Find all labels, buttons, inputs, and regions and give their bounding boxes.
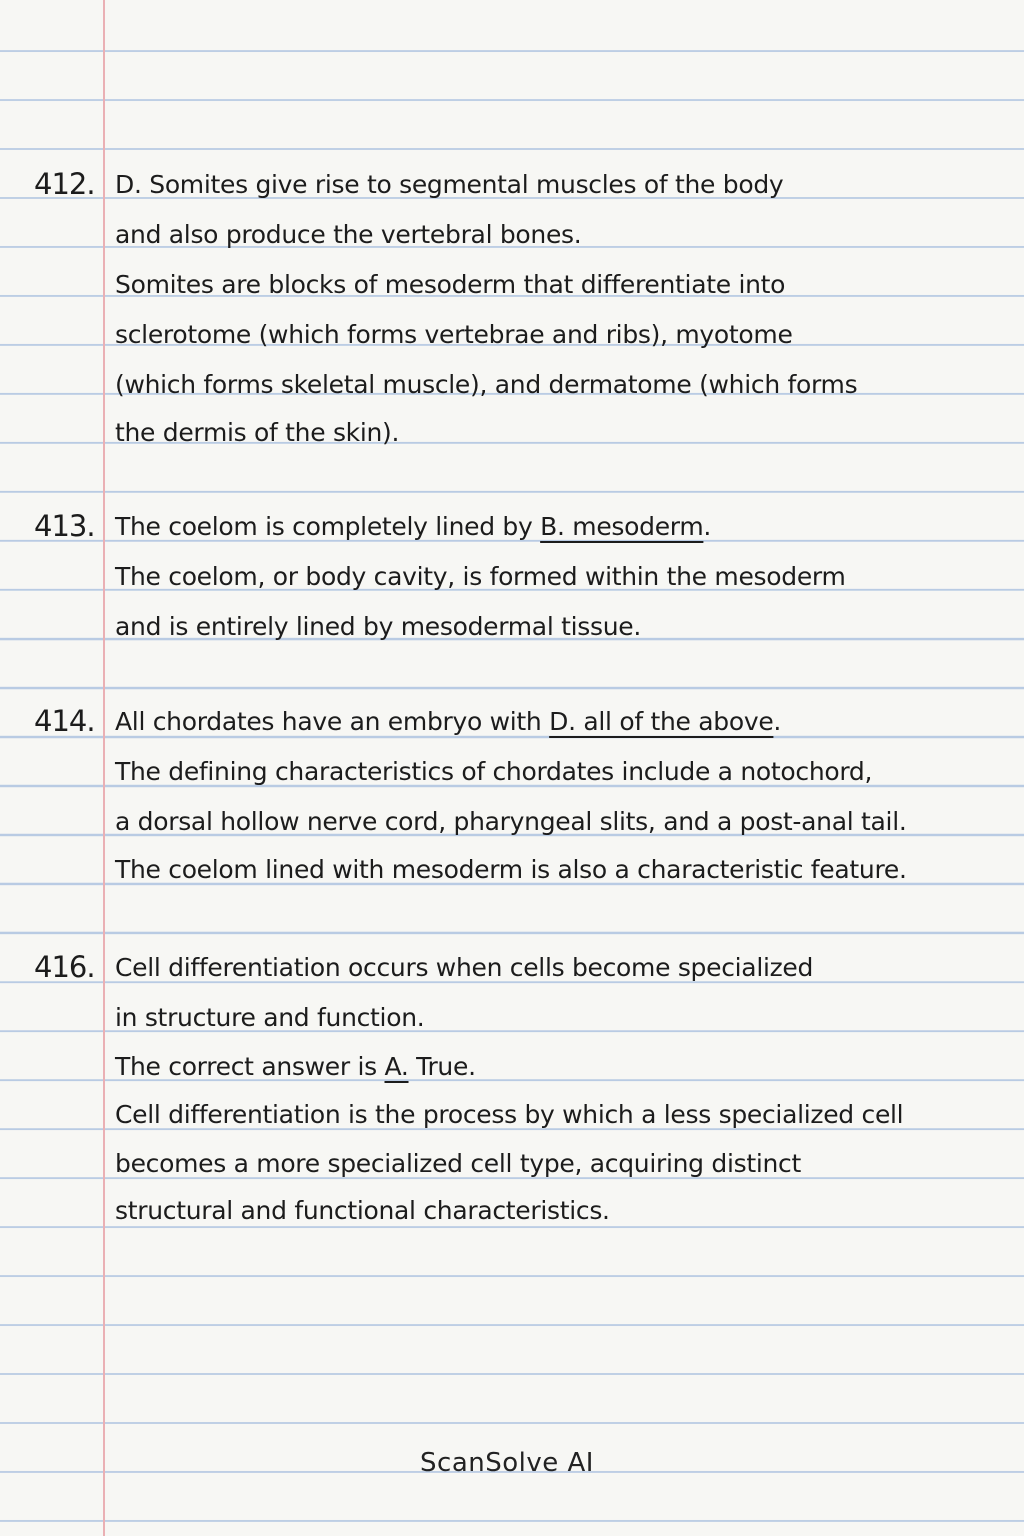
entry-question-line xyxy=(115,697,781,746)
answer-choice: D. all of the above xyxy=(549,707,774,736)
entry-line: The coelom lined with mesoderm is also a characteristic feature. xyxy=(115,855,907,884)
entry-line: structural and functional characteristics. xyxy=(115,1196,610,1225)
entry-line: D. Somites give rise to segmental muscles of the body xyxy=(115,170,784,199)
question-text: The coelom is completely lined by xyxy=(115,512,541,541)
punctuation: . xyxy=(703,512,712,541)
answer-prefix: The correct answer is xyxy=(115,1052,385,1081)
entry-question-line xyxy=(115,502,711,551)
entry-line: and is entirely lined by mesodermal tissue. xyxy=(115,612,641,641)
question-text: All chordates have an embryo with xyxy=(115,707,550,736)
entry-number: 414. xyxy=(34,704,95,738)
punctuation: . xyxy=(773,707,782,736)
entry-line: (which forms skeletal muscle), and dermatome (which forms xyxy=(115,370,858,399)
brand-watermark: ScanSolve AI xyxy=(420,1448,594,1478)
entry-line: sclerotome (which forms vertebrae and ribs), myotome xyxy=(115,320,793,349)
entry-number: 412. xyxy=(34,167,95,201)
entry-line: and also produce the vertebral bones. xyxy=(115,220,582,249)
entry-line: Cell differentiation is the process by which a less specialized cell xyxy=(115,1100,904,1129)
entry-answer-line xyxy=(115,1042,476,1091)
entry-line: The coelom, or body cavity, is formed within the mesoderm xyxy=(115,562,846,591)
entry-line: The defining characteristics of chordates include a notochord, xyxy=(115,757,873,786)
entry-line: becomes a more specialized cell type, acquiring distinct xyxy=(115,1149,801,1178)
entry-line: Cell differentiation occurs when cells become specialized xyxy=(115,953,814,982)
answer-choice: B. mesoderm xyxy=(540,512,704,541)
entry-line: in structure and function. xyxy=(115,1003,425,1032)
answer-suffix: True. xyxy=(408,1052,476,1081)
entry-line: a dorsal hollow nerve cord, pharyngeal slits, and a post-anal tail. xyxy=(115,807,907,836)
answer-choice: A. xyxy=(384,1052,409,1081)
entry-line: Somites are blocks of mesoderm that differentiate into xyxy=(115,270,786,299)
entry-line: the dermis of the skin). xyxy=(115,418,400,447)
margin-line xyxy=(103,0,105,1536)
entry-number: 416. xyxy=(34,950,95,984)
entry-number: 413. xyxy=(34,509,95,543)
